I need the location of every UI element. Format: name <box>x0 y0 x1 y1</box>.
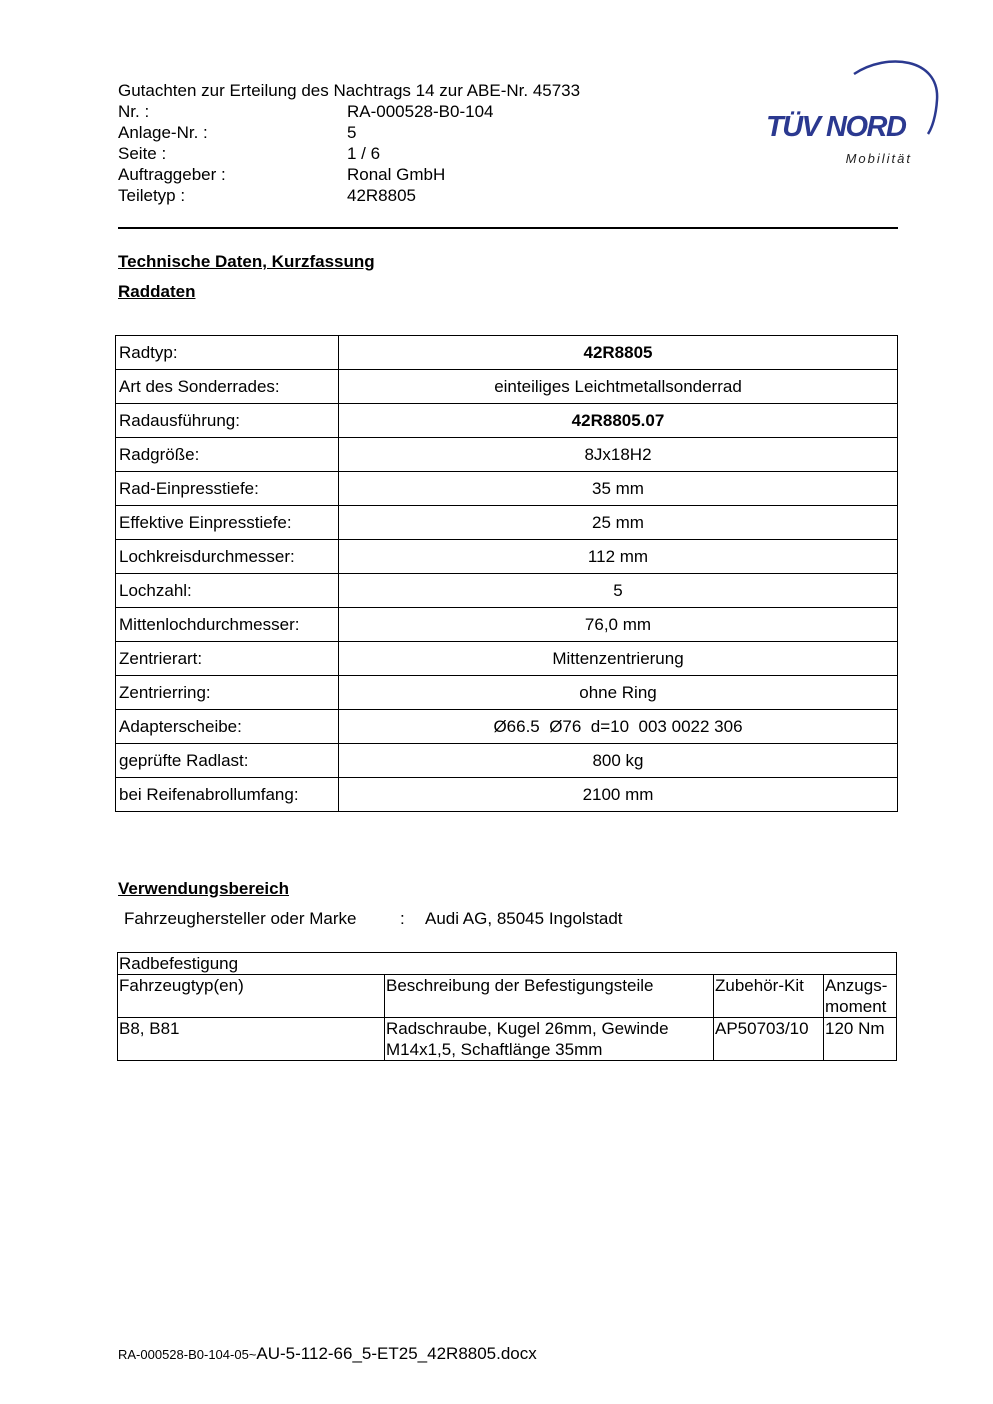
row-value: 2100 mm <box>339 778 898 812</box>
header-field-label: Teiletyp : <box>118 186 186 205</box>
table-caption-row <box>118 953 897 975</box>
header-field-value: Ronal GmbH <box>347 165 446 184</box>
footer-prefix: RA-000528-B0-104-05~ <box>118 1347 257 1362</box>
row-label: Mittenlochdurchmesser: <box>116 608 339 642</box>
table-row <box>116 506 898 540</box>
header-field-value: 1 / 6 <box>347 144 381 163</box>
table-row <box>116 574 898 608</box>
section-title-raddaten: Raddaten <box>118 282 196 301</box>
table-row <box>116 404 898 438</box>
table-row <box>116 438 898 472</box>
header-field-label: Anlage-Nr. : <box>118 123 208 142</box>
maker-separator: : <box>400 909 405 928</box>
row-label: geprüfte Radlast: <box>116 744 339 778</box>
document-header <box>118 80 580 206</box>
row-label: Zentrierring: <box>116 676 339 710</box>
column-header: Beschreibung der Befestigungsteile <box>385 975 714 1018</box>
row-label: bei Reifenabrollumfang: <box>116 778 339 812</box>
row-label: Lochzahl: <box>116 574 339 608</box>
header-field-value: RA-000528-B0-104 <box>347 102 494 121</box>
row-label: Rad-Einpresstiefe: <box>116 472 339 506</box>
row-label: Adapterscheibe: <box>116 710 339 744</box>
raddaten-table <box>115 335 898 812</box>
logo-wordmark: TÜV NORD <box>766 111 906 143</box>
header-divider <box>118 227 898 229</box>
row-value: 8Jx18H2 <box>339 438 898 472</box>
row-value: 25 mm <box>339 506 898 540</box>
row-value: 42R8805.07 <box>339 404 898 438</box>
section-title-technische-daten: Technische Daten, Kurzfassung <box>118 252 375 271</box>
row-value: 76,0 mm <box>339 608 898 642</box>
table-cell: AP50703/10 <box>714 1018 824 1061</box>
table-row <box>116 642 898 676</box>
row-value: 42R8805 <box>339 336 898 370</box>
table-row <box>116 778 898 812</box>
row-value: 35 mm <box>339 472 898 506</box>
table-cell: B8, B81 <box>118 1018 385 1061</box>
header-field <box>118 122 580 143</box>
row-value: Ø66.5 Ø76 d=10 003 0022 306 <box>339 710 898 744</box>
header-field-label: Auftraggeber : <box>118 165 226 184</box>
row-value: Mittenzentrierung <box>339 642 898 676</box>
maker-value: Audi AG, 85045 Ingolstadt <box>425 909 623 928</box>
row-label: Art des Sonderrades: <box>116 370 339 404</box>
logo-subtitle: Mobilität <box>845 151 912 166</box>
table-row <box>116 710 898 744</box>
footer-file: AU-5-112-66_5-ET25_42R8805.docx <box>256 1344 537 1363</box>
table-row <box>116 336 898 370</box>
table-row <box>116 540 898 574</box>
header-field-label: Seite : <box>118 144 167 163</box>
table-cell: 120 Nm <box>824 1018 897 1061</box>
header-field <box>118 164 580 185</box>
table-caption: Radbefestigung <box>118 953 897 975</box>
header-title: Gutachten zur Erteilung des Nachtrags 14 zur ABE-Nr. 45733 <box>118 81 581 100</box>
table-cell: Radschraube, Kugel 26mm, Gewinde M14x1,5, Schaftlänge 35mm <box>385 1018 714 1061</box>
table-row <box>116 744 898 778</box>
table-row <box>116 472 898 506</box>
header-field-value: 42R8805 <box>347 186 417 205</box>
vehicle-maker-line <box>124 909 623 929</box>
header-field <box>118 101 580 122</box>
maker-label: Fahrzeughersteller oder Marke <box>124 909 357 928</box>
row-label: Radtyp: <box>116 336 339 370</box>
header-field-label: Nr. : <box>118 102 150 121</box>
column-header: Zubehör-Kit <box>714 975 824 1018</box>
row-value: 112 mm <box>339 540 898 574</box>
row-value: einteiliges Leichtmetallsonderrad <box>339 370 898 404</box>
row-value: 800 kg <box>339 744 898 778</box>
section-title-verwendungsbereich: Verwendungsbereich <box>118 879 289 898</box>
radbefestigung-table <box>117 952 897 1061</box>
column-header: Fahrzeugtyp(en) <box>118 975 385 1018</box>
row-label: Zentrierart: <box>116 642 339 676</box>
table-row <box>116 370 898 404</box>
header-field-value: 5 <box>347 123 357 142</box>
tuev-nord-logo <box>762 56 942 170</box>
row-value: ohne Ring <box>339 676 898 710</box>
column-header: Anzugs- moment <box>824 975 897 1018</box>
row-value: 5 <box>339 574 898 608</box>
header-field <box>118 143 580 164</box>
footer-filename <box>118 1344 537 1364</box>
table-row <box>116 608 898 642</box>
row-label: Effektive Einpresstiefe: <box>116 506 339 540</box>
table-header-row <box>118 975 897 1018</box>
row-label: Lochkreisdurchmesser: <box>116 540 339 574</box>
row-label: Radgröße: <box>116 438 339 472</box>
header-field <box>118 185 580 206</box>
table-row <box>116 676 898 710</box>
table-row <box>118 1018 897 1061</box>
row-label: Radausführung: <box>116 404 339 438</box>
